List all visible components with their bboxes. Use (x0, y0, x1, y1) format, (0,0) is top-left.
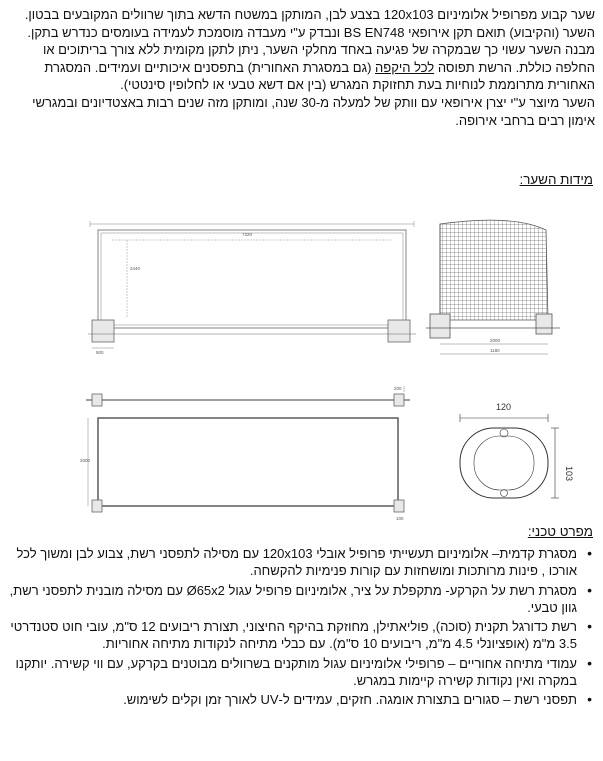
spec-item-front-frame: • מסגרת קדמית– אלומיניום תעשייתי פרופיל אובלי 120x103 עם מסילה לתפסני רשת, צבוע לבן ומשוך לכל אורכו , פינות מרותכות ומושחזות עם קורות פנימיות להקשחה. (8, 545, 595, 580)
front-elevation-drawing (82, 208, 422, 358)
label-profile-height: 103 (564, 466, 574, 482)
label-depth-bottom: 1180 (490, 348, 500, 353)
profile-oval-inner (474, 436, 534, 490)
intro-p1-main: שער קבוע מפרופיל אלומיניום 120x103 בצבע לבן, המותקן במשטח הדשא בתוך שרוולים המקובעים בבטון. השער (והקיבוע) תואם תקן אירופאי BS EN748 ונבדק ע"י מעבדה מוסמכת לעמידה בעומסים כנדרש בתקן. מבנה השער עשוי כך שבמקרה של פגיעה באחד מחלקי השער, ניתן לתקן מקומית ללא צורך בריתוכים או החלפה כוללת. הרשת תפוסה (24, 7, 595, 75)
label-height: 2440 (130, 266, 141, 271)
spec-heading: מפרט טכני: (527, 524, 593, 539)
side-elevation-drawing (418, 208, 568, 363)
dimensions-heading: מידות השער: (519, 172, 593, 187)
intro-paragraph-1 (8, 6, 595, 94)
right-base-block (388, 320, 410, 342)
intro-p1-tail: (גם במסגרת האחורית) בתפסנים איכותיים ועמידים. המסגרת האחורית מתרוממת לנוחיות בעת תחזוקת המגרש (בין אם דשא טבעי או לחלופין סינטטי). (44, 59, 595, 93)
spec-list (8, 545, 595, 711)
label-plan-depth: 2000 (80, 458, 91, 463)
profile-groove-bottom (501, 490, 508, 497)
spec-item-ground-frame: • מסגרת רשת על הקרקע- מתקפלת על ציר, אלומיניום פרופיל עגול Ø65x2 עם מסילה מובנית לתפסני רשת, גוון טבעי. (8, 582, 595, 617)
left-base-block (92, 320, 114, 342)
spec-item-net: • רשת כדורגל תקנית (סוכה), פוליאתילן, מחוזקת בהיקף החיצוני, תצורת ריבועים 12 ס"מ, עובי חוט סטנדרטי 3.5 מ"מ (אופציונלי 4.5 מ"מ, ריבועים 10 ס"מ). עם כבלי מתיחה לנקודות מתיחה אחוריות. (8, 618, 595, 653)
plan-view-drawing (78, 382, 418, 522)
profile-oval-outer (460, 428, 548, 498)
intro-text (8, 6, 595, 129)
label-plan-bottom: 100 (396, 516, 404, 521)
label-depth-top: 2000 (490, 338, 501, 343)
side-post-back (536, 314, 552, 334)
label-width: 7320 (242, 232, 253, 237)
goal-frame-front (98, 230, 406, 328)
side-post-front (430, 314, 450, 338)
intro-paragraph-2: השער מיוצר ע"י יצרן אירופאי עם וותק של למעלה מ-30 שנה, ומותקן מזה שנים רבות באצטדיונים ובמגרשי אימון רבים ברחבי אירופה. (32, 94, 595, 128)
profile-cross-section (440, 398, 590, 508)
label-profile-width: 120 (496, 402, 512, 412)
spec-item-net-clips: • תפסני רשת – סגורים בתצורת אומגה. חזקים, עמידים ל-UV לאורך זמן וקלים לשימוש. (8, 691, 595, 708)
plan-frame (98, 418, 398, 506)
goal-frame-inner (101, 233, 403, 325)
label-plan-top-right: 200 (394, 386, 402, 391)
label-base-left: 500 (96, 350, 104, 355)
spec-item-tension-posts: • עמודי מתיחה אחוריים – פרופילי אלומיניום עגול מותקנים בשרוולים מבוטנים בקרקע, עם ווי קשירה. יותקנו במקרה ואין נקודות קשירה קיימות במגרש. (8, 655, 595, 690)
intro-p1-underlined: לכל היקפה (375, 59, 435, 75)
net-area (440, 220, 548, 320)
